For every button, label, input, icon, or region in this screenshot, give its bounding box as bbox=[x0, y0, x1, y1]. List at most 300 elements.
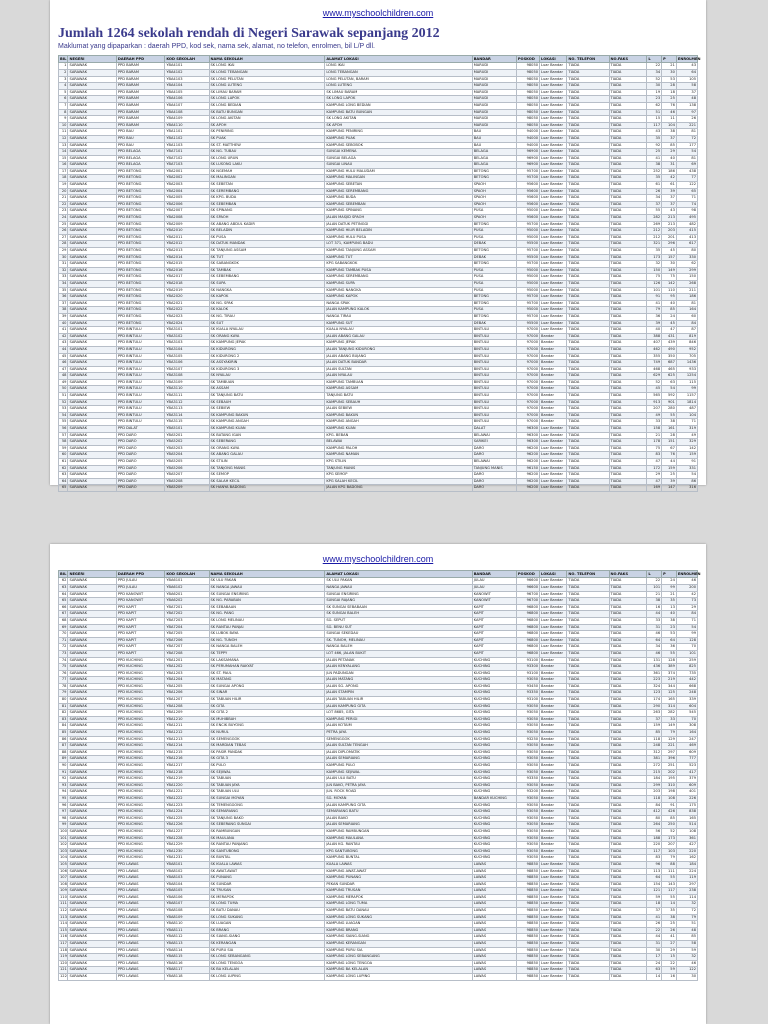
table-cell: TIADA bbox=[609, 432, 647, 439]
table-header-cell: NEGERI bbox=[68, 56, 116, 63]
table-cell: PPD KAPIT bbox=[116, 631, 164, 638]
table-cell: TIADA bbox=[609, 710, 647, 717]
site-url-link[interactable]: www.myschoolchildren.com bbox=[322, 554, 434, 564]
table-cell: SK NG. SPAK bbox=[209, 300, 325, 307]
table-cell: 42 bbox=[662, 175, 677, 182]
table-header-cell: NO.FAKS bbox=[609, 571, 647, 578]
table-cell: SARAWAK bbox=[68, 96, 116, 103]
table-cell: KUCHING bbox=[472, 789, 516, 796]
table-cell: TIADA bbox=[567, 445, 609, 452]
table-cell: KUCHING bbox=[472, 815, 516, 822]
table-cell: 22 bbox=[59, 201, 68, 208]
table-cell: SK LONG TUMA bbox=[209, 901, 325, 908]
table-cell: 96700 bbox=[516, 591, 539, 598]
table-cell: TANJUNG MANIS bbox=[472, 465, 516, 472]
table-cell: 617 bbox=[676, 241, 697, 248]
table-cell: BETONG bbox=[472, 248, 516, 255]
table-cell: SK TAMBAK bbox=[209, 267, 325, 274]
table-cell: LAWAS bbox=[472, 921, 516, 928]
table-cell: 79 bbox=[59, 690, 68, 697]
table-cell: SARAWAK bbox=[68, 822, 116, 829]
table-cell: KUCHING bbox=[472, 677, 516, 684]
table-cell: BINTULU bbox=[472, 366, 516, 373]
table-cell: 35 bbox=[59, 287, 68, 294]
table-cell: TIADA bbox=[609, 974, 647, 981]
table-cell: 22 bbox=[647, 578, 662, 585]
table-cell: DARO bbox=[472, 472, 516, 479]
table-cell: 75 bbox=[647, 274, 662, 281]
table-cell: Luar Bandar bbox=[540, 294, 567, 301]
table-cell: 224 bbox=[676, 868, 697, 875]
table-cell: YBA3104 bbox=[165, 346, 209, 353]
table-cell: 93050 bbox=[516, 782, 539, 789]
table-cell: SARAWAK bbox=[68, 69, 116, 76]
table-cell: 426 bbox=[662, 809, 677, 816]
table-cell: SK LONG TEBANGAN bbox=[209, 69, 325, 76]
table-cell: PPD BINTULU bbox=[116, 399, 164, 406]
table-row bbox=[59, 426, 698, 433]
table-cell: TIADA bbox=[567, 406, 609, 413]
table-cell: SARAWAK bbox=[68, 828, 116, 835]
table-cell: PPD BETONG bbox=[116, 182, 164, 189]
table-cell: 76 bbox=[59, 670, 68, 677]
table-cell: PPD BETONG bbox=[116, 267, 164, 274]
table-cell: PPD KAPIT bbox=[116, 604, 164, 611]
table-cell: TIADA bbox=[609, 960, 647, 967]
table-cell: 54 bbox=[662, 386, 677, 393]
table-cell: 201 bbox=[662, 234, 677, 241]
table-cell: 8 bbox=[59, 109, 68, 116]
table-cell: 32 bbox=[676, 901, 697, 908]
table-cell: LOT 8685, GITA bbox=[325, 710, 472, 717]
table-cell: 97000 bbox=[516, 373, 539, 380]
table-cell: SK TEPPY bbox=[209, 650, 325, 657]
table-cell: TIADA bbox=[609, 861, 647, 868]
table-cell: 2 bbox=[59, 69, 68, 76]
table-cell: 95000 bbox=[516, 274, 539, 281]
table-cell: Bandar bbox=[540, 809, 567, 816]
table-cell: SG. MOYAN bbox=[325, 795, 472, 802]
table-cell: Luar Bandar bbox=[540, 274, 567, 281]
table-cell: TIADA bbox=[567, 89, 609, 96]
table-cell: Luar Bandar bbox=[540, 142, 567, 149]
table-cell: 96900 bbox=[516, 155, 539, 162]
table-cell: YBA4110 bbox=[165, 122, 209, 129]
table-cell: 52 bbox=[662, 828, 677, 835]
table-cell: YBA2004 bbox=[165, 188, 209, 195]
table-cell: PPD LAWAS bbox=[116, 947, 164, 954]
table-cell: 97000 bbox=[516, 346, 539, 353]
table-cell: 44 bbox=[647, 934, 662, 941]
table-cell: 226 bbox=[676, 795, 697, 802]
table-cell: SK DATUK MANDAK bbox=[209, 241, 325, 248]
table-cell: 24 bbox=[662, 578, 677, 585]
table-cell: TIADA bbox=[609, 69, 647, 76]
table-cell: 65 bbox=[676, 188, 697, 195]
table-cell: 165 bbox=[662, 697, 677, 704]
table-cell: Bandar bbox=[540, 683, 567, 690]
table-cell: 314 bbox=[662, 703, 677, 710]
table-row bbox=[59, 69, 698, 76]
table-cell: KUCHING bbox=[472, 749, 516, 756]
table-cell: TIADA bbox=[567, 624, 609, 631]
table-cell: TIADA bbox=[567, 604, 609, 611]
table-cell: 45 bbox=[662, 320, 677, 327]
table-cell: 21 bbox=[647, 432, 662, 439]
table-cell: 154 bbox=[647, 881, 662, 888]
table-row bbox=[59, 254, 698, 261]
table-cell: 94000 bbox=[516, 135, 539, 142]
table-cell: 72 bbox=[676, 908, 697, 915]
table-cell: 198 bbox=[662, 789, 677, 796]
table-cell: TIADA bbox=[567, 677, 609, 684]
table-cell: SK MERAPOK bbox=[209, 894, 325, 901]
table-cell: SK MATANG bbox=[209, 677, 325, 684]
table-cell: Luar Bandar bbox=[540, 162, 567, 169]
table-cell: 329 bbox=[676, 439, 697, 446]
table-cell: 46 bbox=[676, 960, 697, 967]
table-cell: YBA8107 bbox=[165, 901, 209, 908]
table-cell: 174 bbox=[647, 697, 662, 704]
table-cell: Luar Bandar bbox=[540, 63, 567, 70]
table-row bbox=[59, 736, 698, 743]
table-cell: SUNGAI KEMENA bbox=[325, 149, 472, 156]
table-cell: TIADA bbox=[567, 254, 609, 261]
table-cell: TIADA bbox=[609, 439, 647, 446]
table-cell: YBA2002 bbox=[165, 175, 209, 182]
table-cell: SARAWAK bbox=[68, 353, 116, 360]
table-cell: SARAWAK bbox=[68, 657, 116, 664]
table-cell: Luar Bandar bbox=[540, 96, 567, 103]
table-cell: 59 bbox=[59, 445, 68, 452]
table-cell: 172 bbox=[647, 465, 662, 472]
table-cell: 35 bbox=[662, 598, 677, 605]
table-cell: TIADA bbox=[567, 690, 609, 697]
table-cell: SARAWAK bbox=[68, 776, 116, 783]
table-cell: 565 bbox=[647, 393, 662, 400]
table-cell: TIADA bbox=[609, 379, 647, 386]
table-cell: 495 bbox=[676, 215, 697, 222]
table-cell: SARAWAK bbox=[68, 386, 116, 393]
table-cell: KAMPUNG SUPA bbox=[325, 280, 472, 287]
table-row bbox=[59, 624, 698, 631]
table-cell: PPD BETONG bbox=[116, 320, 164, 327]
table-cell: Bandar bbox=[540, 842, 567, 849]
table-cell: SK KUALA LAWAS bbox=[209, 861, 325, 868]
table-cell: 75 bbox=[662, 274, 677, 281]
table-cell: 93250 bbox=[516, 736, 539, 743]
table-cell: 104 bbox=[59, 855, 68, 862]
table-cell: 98050 bbox=[516, 63, 539, 70]
table-cell: Luar Bandar bbox=[540, 888, 567, 895]
table-cell: KAMPUNG PUNANG bbox=[325, 875, 472, 882]
table-cell: PPD BETONG bbox=[116, 201, 164, 208]
table-cell: TIADA bbox=[567, 697, 609, 704]
table-header-cell: NAMA SEKOLAH bbox=[209, 571, 325, 578]
table-cell: LAWAS bbox=[472, 908, 516, 915]
table-cell: KUCHING bbox=[472, 842, 516, 849]
table-cell: TIADA bbox=[567, 162, 609, 169]
table-cell: SARAWAK bbox=[68, 406, 116, 413]
table-cell: KAMPUNG SEBEMBAN bbox=[325, 201, 472, 208]
document-subtitle: Maklumat yang dipaparkan : daerah PPD, kod sek, nama sek, alamat, no telefon, enrolmen, bil L/P dll. bbox=[58, 43, 375, 50]
table-cell: BETONG bbox=[472, 261, 516, 268]
table-cell: 668 bbox=[676, 683, 697, 690]
table-row bbox=[59, 294, 698, 301]
table-cell: 37 bbox=[647, 201, 662, 208]
table-row bbox=[59, 162, 698, 169]
table-cell: PPD KUCHING bbox=[116, 855, 164, 862]
table-cell: PPD KAPIT bbox=[116, 617, 164, 624]
table-cell: TIADA bbox=[609, 485, 647, 492]
table-cell: TIADA bbox=[609, 716, 647, 723]
table-row bbox=[59, 234, 698, 241]
table-cell: PUSA bbox=[472, 267, 516, 274]
table-cell: 15 bbox=[59, 155, 68, 162]
site-url-link[interactable]: www.myschoolchildren.com bbox=[322, 8, 434, 18]
table-cell: YBA3113 bbox=[165, 406, 209, 413]
table-cell: TIADA bbox=[609, 736, 647, 743]
table-cell: 93350 bbox=[516, 690, 539, 697]
table-cell: 30 bbox=[662, 69, 677, 76]
table-cell: 490 bbox=[662, 346, 677, 353]
table-cell: YBA2009 bbox=[165, 221, 209, 228]
table-row bbox=[59, 109, 698, 116]
table-cell: BETONG bbox=[472, 175, 516, 182]
table-cell: YBA3108 bbox=[165, 373, 209, 380]
table-cell: PPD KUCHING bbox=[116, 848, 164, 855]
table-cell: PPD KANOWIT bbox=[116, 591, 164, 598]
table-cell: BINTULU bbox=[472, 360, 516, 367]
table-cell: 72 bbox=[59, 644, 68, 651]
table-cell: 308 bbox=[676, 723, 697, 730]
table-cell: YBA7203 bbox=[165, 617, 209, 624]
table-cell: 95600 bbox=[516, 182, 539, 189]
table-cell: MARUDI bbox=[472, 96, 516, 103]
table-cell: BINTULU bbox=[472, 379, 516, 386]
table-cell: YBA1102 bbox=[165, 135, 209, 142]
table-cell: SK SEREMBANG bbox=[209, 188, 325, 195]
table-cell: 75 bbox=[647, 445, 662, 452]
table-cell: BINTULU bbox=[472, 399, 516, 406]
table-cell: PPD DARO bbox=[116, 452, 164, 459]
table-cell: 106 bbox=[59, 868, 68, 875]
table-cell: 431 bbox=[662, 333, 677, 340]
table-cell: TIADA bbox=[567, 815, 609, 822]
table-row bbox=[59, 716, 698, 723]
table-cell: 97000 bbox=[516, 360, 539, 367]
table-cell: 24 bbox=[662, 313, 677, 320]
table-cell: KUCHING bbox=[472, 743, 516, 750]
table-cell: 282 bbox=[647, 215, 662, 222]
table-cell: KUCHING bbox=[472, 690, 516, 697]
table-cell: SARAWAK bbox=[68, 848, 116, 855]
table-row bbox=[59, 353, 698, 360]
table-header-cell: ENROLMEN bbox=[677, 57, 701, 62]
table-cell: 41 bbox=[647, 300, 662, 307]
table-cell: TIADA bbox=[609, 670, 647, 677]
table-cell: SK SALAH KECIL bbox=[209, 478, 325, 485]
table-cell: 207 bbox=[647, 406, 662, 413]
table-cell: 223 bbox=[647, 677, 662, 684]
table-cell: Luar Bandar bbox=[540, 459, 567, 466]
table-cell: 108 bbox=[59, 881, 68, 888]
table-cell: JALAN KOTAIM bbox=[325, 723, 472, 730]
table-row bbox=[59, 248, 698, 255]
table-cell: SK PUSA bbox=[209, 234, 325, 241]
table-cell: 93050 bbox=[516, 723, 539, 730]
table-cell: 71 bbox=[676, 195, 697, 202]
table-cell: Luar Bandar bbox=[540, 478, 567, 485]
table-cell: TIADA bbox=[567, 617, 609, 624]
table-cell: PPD KAPIT bbox=[116, 611, 164, 618]
table-cell: TIADA bbox=[567, 736, 609, 743]
table-cell: SK TAMBUAN bbox=[209, 379, 325, 386]
table-cell: JULAU bbox=[472, 578, 516, 585]
table-cell: 121 bbox=[647, 888, 662, 895]
table-row bbox=[59, 89, 698, 96]
table-cell: PPD KUCHING bbox=[116, 809, 164, 816]
table-cell: 122 bbox=[676, 967, 697, 974]
table-cell: 128 bbox=[662, 657, 677, 664]
table-cell: 94000 bbox=[516, 129, 539, 136]
table-cell: YBA1208 bbox=[165, 703, 209, 710]
table-cell: Luar Bandar bbox=[540, 228, 567, 235]
table-cell: 13 bbox=[662, 604, 677, 611]
table-cell: TIADA bbox=[609, 927, 647, 934]
table-cell: TIADA bbox=[567, 584, 609, 591]
table-cell: KAMPUNG LONG TENGOA bbox=[325, 960, 472, 967]
table-cell: 51 bbox=[676, 921, 697, 928]
table-cell: SARAWAK bbox=[68, 756, 116, 763]
table-cell: KANOWIT bbox=[472, 591, 516, 598]
table-cell: Luar Bandar bbox=[540, 868, 567, 875]
table-cell: 63 bbox=[59, 472, 68, 479]
table-row bbox=[59, 261, 698, 268]
table-cell: SK LUSONG LAKU bbox=[209, 162, 325, 169]
table-cell: TIADA bbox=[567, 835, 609, 842]
table-cell: Luar Bandar bbox=[540, 175, 567, 182]
table-cell: BINTULU bbox=[472, 386, 516, 393]
table-cell: YBA5202 bbox=[165, 439, 209, 446]
table-cell: BELAWAI bbox=[472, 432, 516, 439]
table-row bbox=[59, 914, 698, 921]
table-cell: Luar Bandar bbox=[540, 631, 567, 638]
table-cell: YBA7101 bbox=[165, 149, 209, 156]
table-cell: KAMPUNG SEJIWAL bbox=[325, 769, 472, 776]
table-cell: TIADA bbox=[567, 478, 609, 485]
table-cell: MARUDI bbox=[472, 116, 516, 123]
table-cell: Bandar bbox=[540, 340, 567, 347]
table-row bbox=[59, 960, 698, 967]
table-cell: 96900 bbox=[516, 149, 539, 156]
table-cell: 99 bbox=[59, 822, 68, 829]
table-cell: JALAN KENYALANG bbox=[325, 664, 472, 671]
table-cell: PPD LAWAS bbox=[116, 908, 164, 915]
table-row bbox=[59, 591, 698, 598]
table-row bbox=[59, 149, 698, 156]
table-cell: LONG LUTENG bbox=[325, 83, 472, 90]
table-cell: PPD BINTULU bbox=[116, 327, 164, 334]
table-cell: SK KIDURONG 3 bbox=[209, 366, 325, 373]
table-cell: TIADA bbox=[609, 908, 647, 915]
table-cell: JALAN MATANG bbox=[325, 677, 472, 684]
table-cell: 331 bbox=[676, 465, 697, 472]
table-cell: TIADA bbox=[609, 604, 647, 611]
table-cell: Bandar bbox=[540, 393, 567, 400]
table-cell: TIADA bbox=[567, 670, 609, 677]
table-cell: Luar Bandar bbox=[540, 122, 567, 129]
table-cell: 54 bbox=[59, 412, 68, 419]
table-cell: 361 bbox=[676, 835, 697, 842]
table-cell: 98850 bbox=[516, 914, 539, 921]
table-row bbox=[59, 815, 698, 822]
table-cell: SARAWAK bbox=[68, 149, 116, 156]
table-cell: 95700 bbox=[516, 294, 539, 301]
table-cell: YBA5204 bbox=[165, 452, 209, 459]
table-cell: 39 bbox=[59, 313, 68, 320]
table-cell: PPD KUCHING bbox=[116, 697, 164, 704]
table-cell: SARAWAK bbox=[68, 960, 116, 967]
table-cell: YBA8108 bbox=[165, 908, 209, 915]
table-cell: 98 bbox=[676, 208, 697, 215]
table-cell: 27 bbox=[59, 234, 68, 241]
table-cell: 93100 bbox=[516, 670, 539, 677]
table-row bbox=[59, 677, 698, 684]
table-cell: TIADA bbox=[567, 664, 609, 671]
table-cell: TIADA bbox=[567, 842, 609, 849]
table-row bbox=[59, 927, 698, 934]
table-cell: Bandar bbox=[540, 690, 567, 697]
table-cell: TIADA bbox=[609, 763, 647, 770]
table-cell: YBA5209 bbox=[165, 485, 209, 492]
table-cell: Luar Bandar bbox=[540, 650, 567, 657]
table-cell: Luar Bandar bbox=[540, 452, 567, 459]
table-cell: YBA2018 bbox=[165, 280, 209, 287]
table-cell: 96800 bbox=[516, 631, 539, 638]
table-cell: PPD BINTULU bbox=[116, 366, 164, 373]
table-cell: 60 bbox=[676, 313, 697, 320]
table-cell: TIADA bbox=[609, 756, 647, 763]
table-row bbox=[59, 406, 698, 413]
table-cell: 93 bbox=[59, 782, 68, 789]
table-cell: 119 bbox=[59, 954, 68, 961]
table-cell: TIADA bbox=[567, 598, 609, 605]
table-row bbox=[59, 201, 698, 208]
table-cell: 65 bbox=[59, 598, 68, 605]
table-cell: TIADA bbox=[609, 611, 647, 618]
table-cell: PEKAN SUNDAR bbox=[325, 881, 472, 888]
table-cell: KAMPUNG NANGKA bbox=[325, 287, 472, 294]
table-cell: SK ORANG KAYA bbox=[209, 333, 325, 340]
table-cell: NANGA BALEH bbox=[325, 644, 472, 651]
table-cell: 58 bbox=[676, 941, 697, 948]
table-cell: SK LONG IKAI bbox=[209, 63, 325, 70]
document-page-2 bbox=[50, 544, 706, 1024]
table-cell: 31 bbox=[662, 162, 677, 169]
table-cell: KAMPUNG PULO bbox=[325, 763, 472, 770]
table-cell: 30 bbox=[647, 947, 662, 954]
table-cell: TIADA bbox=[609, 116, 647, 123]
table-cell: Luar Bandar bbox=[540, 439, 567, 446]
table-cell: 46 bbox=[676, 578, 697, 585]
table-cell: TIADA bbox=[567, 360, 609, 367]
table-cell: KAMPUNG MAULANA bbox=[325, 835, 472, 842]
table-cell: KAMPUNG MERAPOK bbox=[325, 894, 472, 901]
table-cell: 55 bbox=[662, 894, 677, 901]
table-cell: 53 bbox=[59, 406, 68, 413]
table-cell: 48 bbox=[59, 373, 68, 380]
